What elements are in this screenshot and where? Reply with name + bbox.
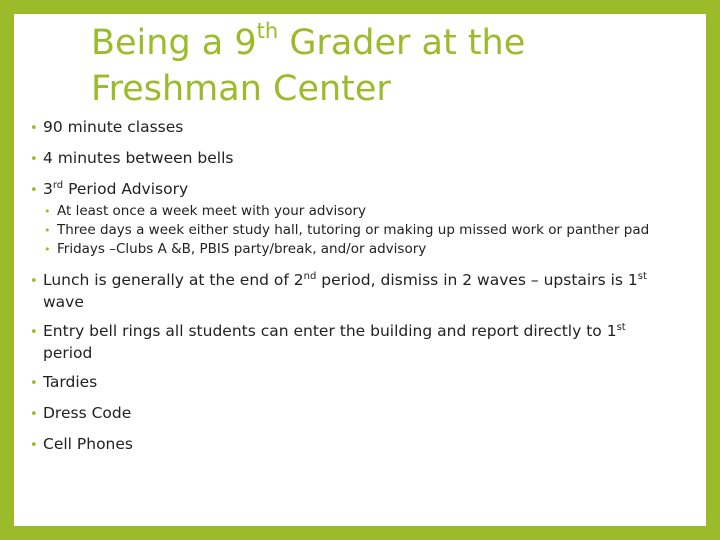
sub-bullet-fridays: • Fridays –Clubs A &B, PBIS party/break, and/or advisory [30, 241, 650, 258]
bullet-cell-phones: • Cell Phones [30, 434, 650, 456]
slide-title [91, 19, 526, 110]
advisory-sub-list [30, 203, 650, 258]
sub-bullet-three-days: • Three days a week either study hall, tutoring or making up missed work or panther pad [30, 222, 650, 239]
bullet-period-advisory: • 3rd Period Advisory [30, 179, 650, 201]
title-line1-pre: Being a 9 [91, 23, 257, 63]
bullet-90-minute-classes: • 90 minute classes [30, 117, 650, 139]
bullet-lunch: • Lunch is generally at the end of 2nd period, dismiss in 2 waves – upstairs is 1st wave [30, 270, 650, 312]
title-line1-post: Grader at the [278, 23, 526, 63]
title-line1-sup: th [256, 19, 279, 43]
slide [14, 14, 706, 526]
bullet-dress-code: • Dress Code [30, 403, 650, 425]
sub-bullet-once-a-week: • At least once a week meet with your advisory [30, 203, 650, 220]
title-line2: Freshman Center [91, 69, 391, 109]
bullet-tardies: • Tardies [30, 372, 650, 394]
bullet-list [30, 117, 650, 465]
bullet-entry-bell: • Entry bell rings all students can enter the building and report directly to 1st period [30, 321, 650, 363]
bullet-4-minutes: • 4 minutes between bells [30, 148, 650, 170]
